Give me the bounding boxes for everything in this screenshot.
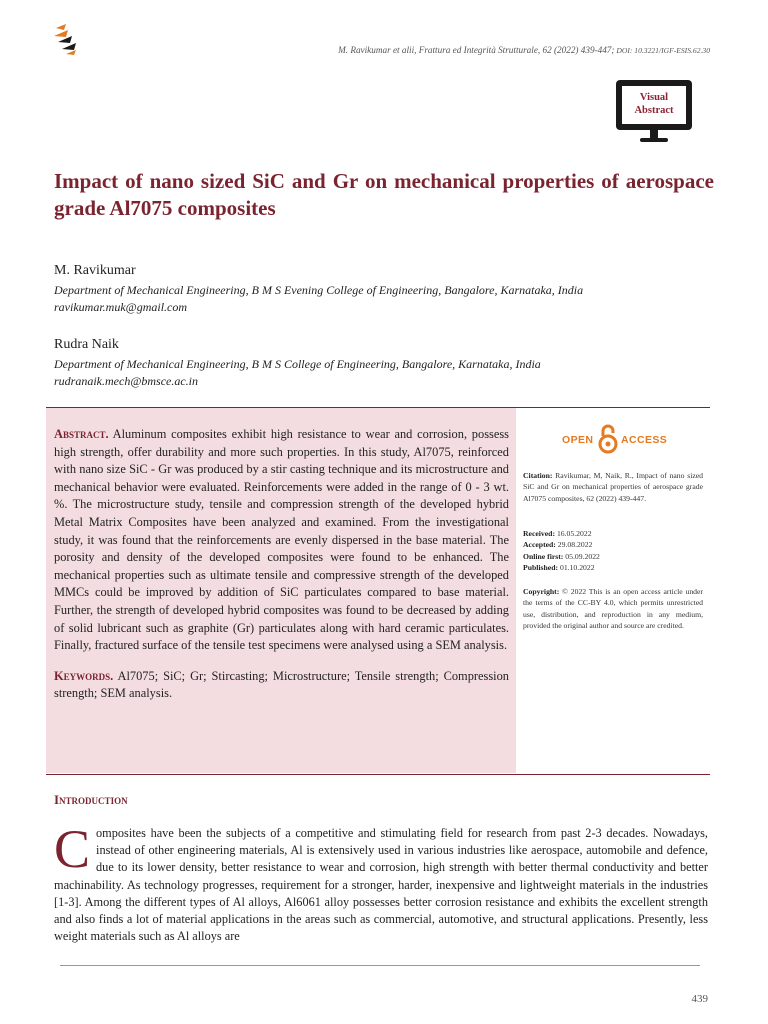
- open-access-badge: [562, 424, 672, 454]
- date-received: Received: 16.05.2022: [523, 529, 592, 538]
- introduction-heading: Introduction: [54, 792, 128, 807]
- author-email[interactable]: ravikumar.muk@gmail.com: [54, 300, 188, 314]
- abstract-bottom-divider: [46, 774, 710, 775]
- dates-block: [523, 528, 703, 573]
- copyright-label: Copyright:: [523, 587, 560, 596]
- page-number: 439: [691, 993, 708, 1005]
- abstract-label: Abstract.: [54, 427, 109, 441]
- introduction-body: [54, 819, 708, 945]
- running-header: [338, 45, 710, 55]
- author-affiliation: Department of Mechanical Engineering, B M S College of Engineering, Bangalore, Karnataka, India: [54, 357, 541, 371]
- author-block-2: [54, 337, 714, 390]
- date-online-first: Online first: 05.09.2022: [523, 551, 600, 561]
- journal-logo-icon: [52, 22, 78, 56]
- introduction-text: omposites have been the subjects of a competitive and stimulating field for research from past 2-3 decades. Nowadays, instead of other engineering materials, Al is extensively used in various industries like aerospace, automobile and defence, due to its lower density, better resistance to wear and corrosion, high strength with better thermal conductivity and better machinability. As technology progresses, requirement for a stronger, harder, inexpensive and lightweight materials in the industries [1-3]. Among the different types of Al alloys, Al6061 alloy possesses better corrosion resistance and exhibits the excellent strength and also finds a lot of material applications in the areas such as commercial, automotive, and structural applications. Presently, less weight materials such as Al alloys are: [54, 826, 708, 944]
- drop-cap: C: [54, 819, 91, 879]
- keywords-label: Keywords.: [54, 668, 114, 683]
- author-affiliation: Department of Mechanical Engineering, B M S Evening College of Engineering, Bangalore, Karnataka, India: [54, 283, 584, 297]
- date-published: Published: 01.10.2022: [523, 562, 595, 572]
- citation-info: [523, 470, 703, 504]
- footer-divider: [60, 965, 700, 966]
- open-access-left: OPEN: [562, 434, 594, 446]
- header-citation: M. Ravikumar et alii, Frattura ed Integrità Strutturale, 62 (2022) 439-447;: [338, 45, 615, 55]
- author-name: M. Ravikumar: [54, 263, 136, 278]
- author-name: Rudra Naik: [54, 337, 119, 352]
- visual-abstract-line1: Visual: [639, 92, 669, 103]
- date-accepted: Accepted: 29.08.2022: [523, 540, 593, 550]
- author-email[interactable]: rudranaik.mech@bmsce.ac.in: [54, 374, 199, 388]
- header-doi[interactable]: DOI: 10.3221/IGF-ESIS.62.30: [614, 46, 710, 55]
- citation-text: Ravikumar, M, Naik, R., Impact of nano sized SiC and Gr on mechanical properties of aerospace grade Al7075 composites, 62 (2022) 439-447.: [523, 471, 703, 503]
- visual-abstract-line2: Abstract: [634, 105, 674, 116]
- open-access-right: ACCESS: [621, 434, 668, 446]
- author-block-1: [54, 263, 714, 316]
- monitor-icon: [616, 80, 692, 130]
- visual-abstract-button[interactable]: [616, 80, 692, 146]
- open-access-lock-icon: [597, 424, 619, 454]
- paper-title: Impact of nano sized SiC and Gr on mechanical properties of aerospace grade Al7075 composites: [54, 169, 714, 220]
- abstract-text: Aluminum composites exhibit high resistance to wear and corrosion, possess high strength, offer durability and more such properties. In this study, Al7075, reinforced with nano size SiC - Gr was produced by a stir casting technique and its microstructure and mechanical behavior were evaluated. Reinforcements were added in the range of 0 - 3 wt. %. The microstructure study, tensile and compression strength of the developed hybrid Metal Matrix Composites have been analyzed and examined. From the investigational study, it was found that the reinforcements are evenly dispersed in the base material. The porosity and density of the developed composites were found to be enhanced. The mechanical properties such as ultimate tensile and compressive strength of the developed MMCs could be improved by addition of SiC particulates compared to base material. Further, the strength of developed hybrid composites was found to be decreased by adding of solid lubricant such as graphite (Gr) particulates along with hard ceramic particulates. Finally, fractured surface of the tensile test specimens were analysed using a SEM analysis.: [54, 427, 509, 653]
- copyright-text: © 2022 This is an open access article under the terms of the CC-BY 4.0, which permits unrestricted use, distribution, and reproduction in any medium, provided the original author and source are credited.: [523, 587, 703, 630]
- citation-label: Citation:: [523, 471, 553, 480]
- copyright-info: [523, 586, 703, 631]
- abstract: [54, 426, 509, 703]
- keywords-text: Al7075; SiC; Gr; Stircasting; Microstructure; Tensile strength; Compression strength; SEM analysis.: [54, 668, 509, 701]
